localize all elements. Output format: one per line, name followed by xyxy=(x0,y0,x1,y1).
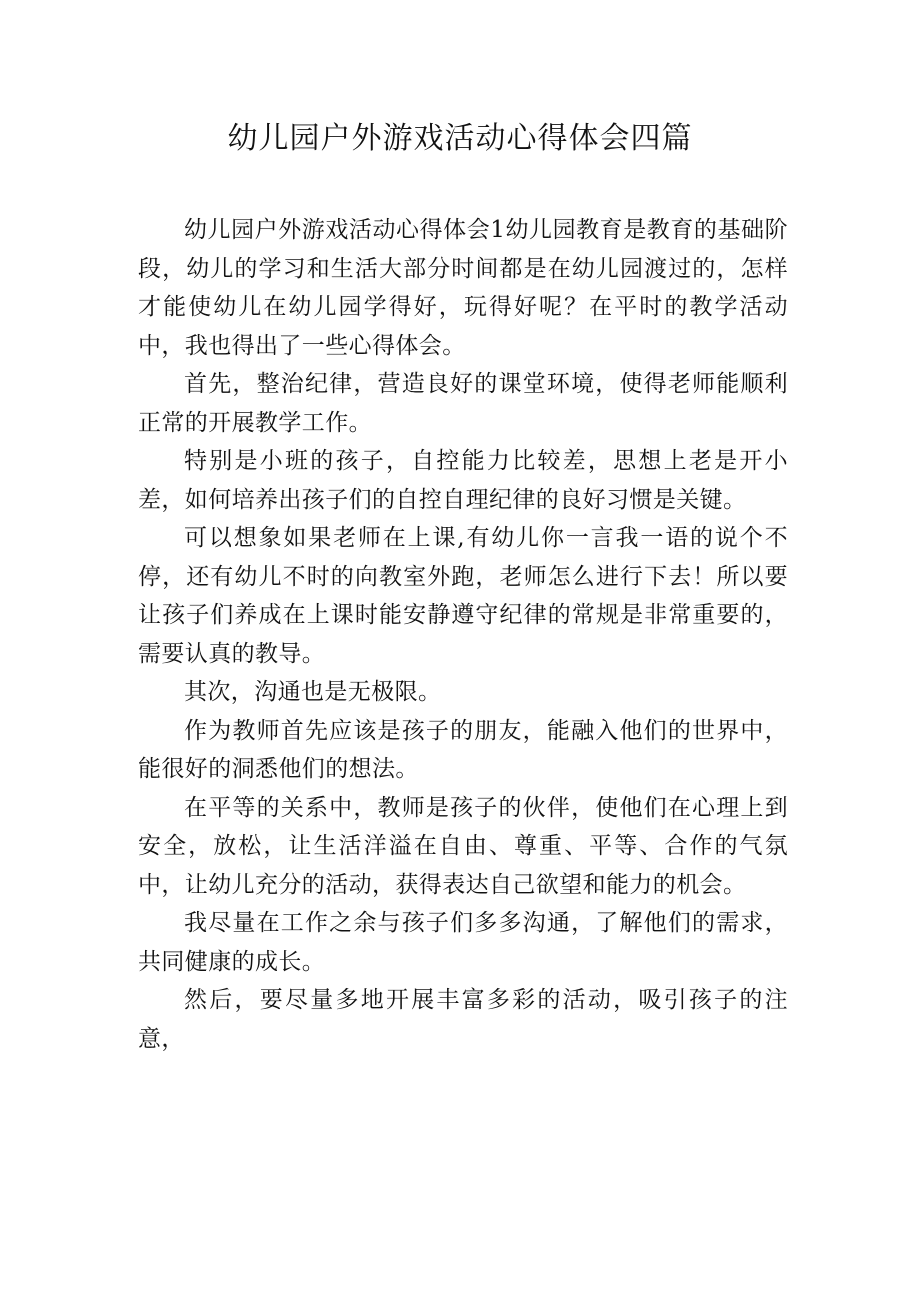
paragraph: 特别是小班的孩子，自控能力比较差，思想上老是开小差，如何培养出孩子们的自控自理纪律的良好习惯是关键。 xyxy=(138,448,788,513)
paragraph: 作为教师首先应该是孩子的朋友，能融入他们的世界中，能很好的洞悉他们的想法。 xyxy=(138,717,788,782)
paragraph: 首先，整治纪律，营造良好的课堂环境，使得老师能顺利正常的开展教学工作。 xyxy=(138,371,788,436)
paragraph: 其次，沟通也是无极限。 xyxy=(184,679,442,705)
paragraph: 然后，要尽量多地开展丰富多彩的活动，吸引孩子的注意， xyxy=(138,987,788,1052)
paragraph: 幼儿园户外游戏活动心得体会1幼儿园教育是教育的基础阶段，幼儿的学习和生活大部分时间都是在幼儿园渡过的，怎样才能使幼儿在幼儿园学得好，玩得好呢？在平时的教学活动中，我也得出了一些心得体会。 xyxy=(138,217,788,359)
paragraph: 可以想象如果老师在上课,有幼儿你一言我一语的说个不停，还有幼儿不时的向教室外跑，老师怎么进行下去！所以要让孩子们养成在上课时能安静遵守纪律的常规是非常重要的，需要认真的教导。 xyxy=(138,525,788,667)
document-title: 幼儿园户外游戏活动心得体会四篇 xyxy=(227,121,693,156)
paragraph: 在平等的关系中，教师是孩子的伙伴，使他们在心理上到安全，放松，让生活洋溢在自由、尊重、平等、合作的气氛中，让幼儿充分的活动，获得表达自己欲望和能力的机会。 xyxy=(138,794,788,898)
document-body xyxy=(138,211,788,1058)
paragraph: 我尽量在工作之余与孩子们多多沟通，了解他们的需求，共同健康的成长。 xyxy=(138,910,788,975)
